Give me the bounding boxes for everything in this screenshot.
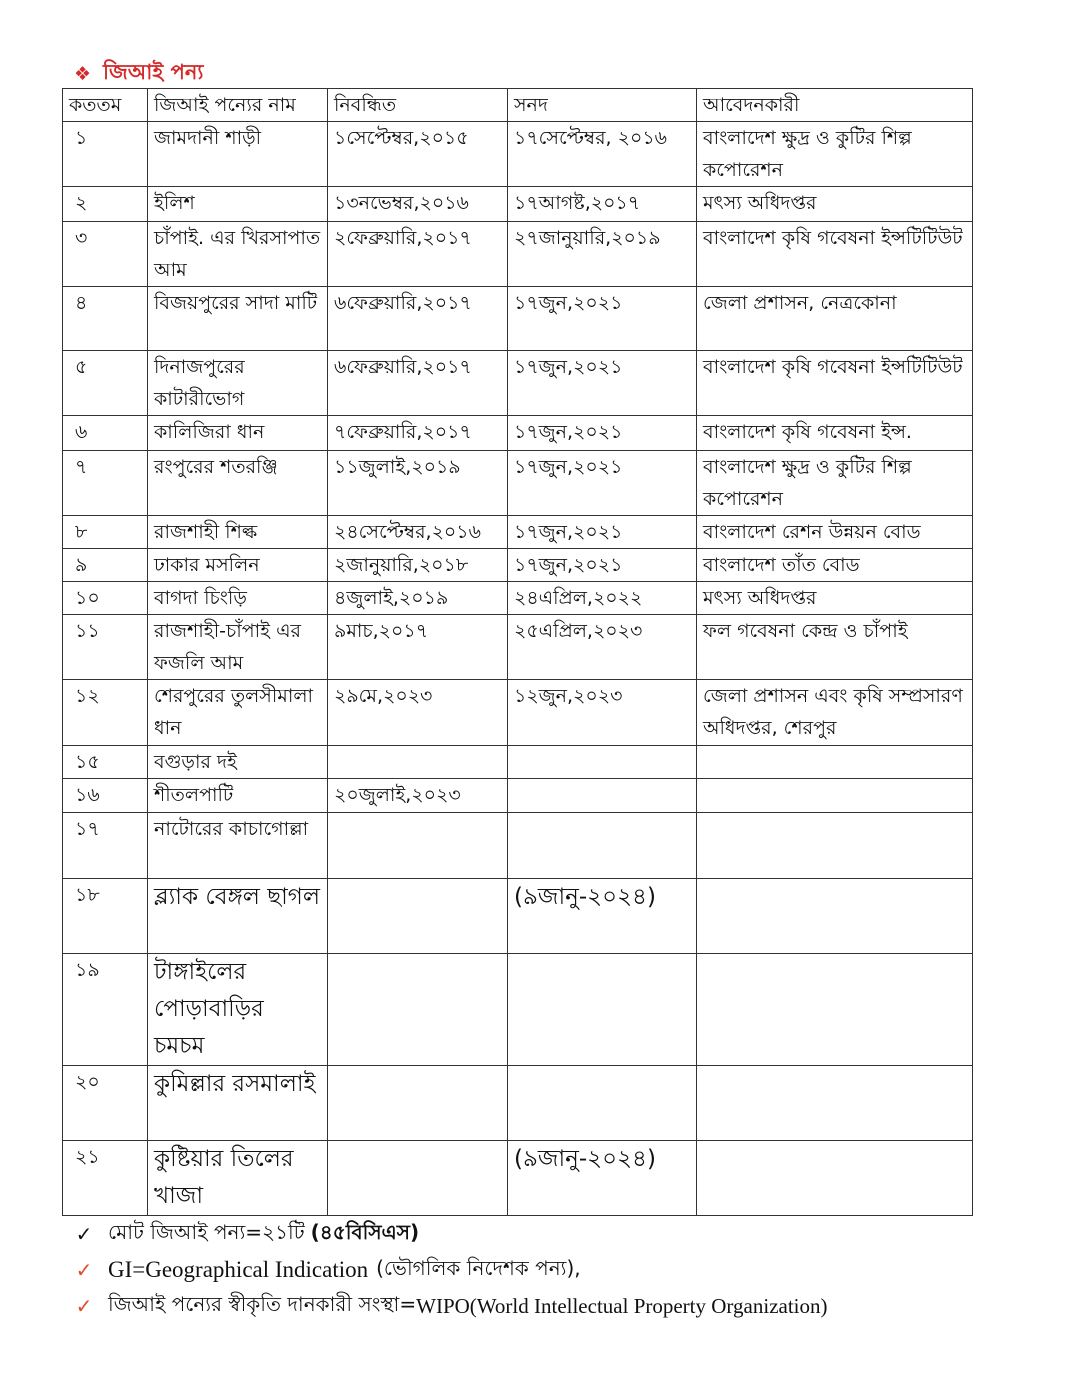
- table-row: [63, 879, 973, 954]
- cell-product: ঢাকার মসলিন: [148, 549, 328, 582]
- cell-certificate: ১৭জুন,২০২১: [508, 451, 697, 516]
- cell-certificate: ২৭জানুয়ারি,২০১৯: [508, 222, 697, 287]
- note-total-bcs: (৪৫বিসিএস): [310, 1219, 420, 1244]
- cell-certificate: ১৭জুন,২০২১: [508, 287, 697, 351]
- cell-applicant: [697, 879, 973, 954]
- cell-product: ব্ল্যাক বেঙ্গল ছাগল: [148, 879, 328, 954]
- cell-registered: ১সেপ্টেম্বর,২০১৫: [328, 122, 508, 187]
- cell-product: বাগদা চিংড়ি: [148, 582, 328, 615]
- notes-section: [74, 1216, 1034, 1324]
- cell-applicant: জেলা প্রশাসন, নেত্রকোনা: [697, 287, 973, 351]
- cell-applicant: [697, 1066, 973, 1141]
- cell-serial: ২১: [63, 1141, 148, 1216]
- diamond-bullet-icon: ❖: [74, 62, 92, 85]
- cell-registered: [328, 1066, 508, 1141]
- cell-registered: ১৩নভেম্বর,২০১৬: [328, 187, 508, 222]
- note-wipo-bangla: জিআই পন্যের স্বীকৃতি দানকারী সংস্থা=: [108, 1291, 417, 1316]
- note-total: [74, 1216, 1034, 1252]
- cell-applicant: বাংলাদেশ রেশন উন্নয়ন বোড: [697, 516, 973, 549]
- cell-serial: ৬: [63, 416, 148, 451]
- cell-certificate: [508, 1066, 697, 1141]
- table-row: [63, 954, 973, 1066]
- cell-applicant: [697, 779, 973, 813]
- cell-applicant: বাংলাদেশ তাঁত বোড: [697, 549, 973, 582]
- table-row: [63, 187, 973, 222]
- cell-registered: ৭ফেব্রুয়ারি,২০১৭: [328, 416, 508, 451]
- cell-registered: [328, 746, 508, 779]
- cell-registered: [328, 1141, 508, 1216]
- cell-registered: ২৪সেপ্টেম্বর,২০১৬: [328, 516, 508, 549]
- cell-serial: ১০: [63, 582, 148, 615]
- cell-applicant: [697, 746, 973, 779]
- table-row: [63, 451, 973, 516]
- cell-certificate: (৯জানু-২০২৪): [508, 1141, 697, 1216]
- cell-registered: ৬ফেব্রুয়ারি,২০১৭: [328, 287, 508, 351]
- cell-applicant: ফল গবেষনা কেন্দ্র ও চাঁপাই: [697, 615, 973, 680]
- checkmark-icon: ✓: [75, 1294, 93, 1318]
- cell-applicant: জেলা প্রশাসন এবং কৃষি সম্প্রসারণ অধিদপ্তর, শেরপুর: [697, 680, 973, 746]
- cell-product: শেরপুরের তুলসীমালা ধান: [148, 680, 328, 746]
- cell-certificate: (৯জানু-২০২৪): [508, 879, 697, 954]
- cell-product: ইলিশ: [148, 187, 328, 222]
- table-row: [63, 615, 973, 680]
- table-row: [63, 287, 973, 351]
- cell-certificate: ১৭সেপ্টেম্বর, ২০১৬: [508, 122, 697, 187]
- cell-applicant: মৎস্য অধিদপ্তর: [697, 582, 973, 615]
- table-row: [63, 549, 973, 582]
- table-row: [63, 416, 973, 451]
- cell-product: শীতলপাটি: [148, 779, 328, 813]
- cell-certificate: ১৭জুন,২০২১: [508, 516, 697, 549]
- gi-products-table: [62, 88, 973, 1216]
- cell-product: বগুড়ার দই: [148, 746, 328, 779]
- cell-registered: ১১জুলাই,২০১৯: [328, 451, 508, 516]
- cell-applicant: [697, 1141, 973, 1216]
- cell-applicant: বাংলাদেশ ক্ষুদ্র ও কুটির শিল্প কপোরেশন: [697, 451, 973, 516]
- header-registered: নিবন্ধিত: [328, 89, 508, 122]
- cell-product: দিনাজপুরের কাটারীভোগ: [148, 351, 328, 416]
- cell-certificate: [508, 813, 697, 879]
- cell-applicant: বাংলাদেশ কৃষি গবেষনা ইন্সটিটিউট: [697, 351, 973, 416]
- table-header-row: [63, 89, 973, 122]
- cell-certificate: ২৫এপ্রিল,২০২৩: [508, 615, 697, 680]
- cell-applicant: [697, 813, 973, 879]
- table-row: [63, 779, 973, 813]
- cell-registered: [328, 813, 508, 879]
- cell-applicant: বাংলাদেশ কৃষি গবেষনা ইন্স.: [697, 416, 973, 451]
- cell-product: কুষ্টিয়ার তিলের খাজা: [148, 1141, 328, 1216]
- cell-registered: ২ফেব্রুয়ারি,২০১৭: [328, 222, 508, 287]
- note-total-text: মোট জিআই পন্য=২১টি: [108, 1219, 305, 1244]
- checkmark-icon: ✓: [75, 1222, 93, 1246]
- cell-serial: ২: [63, 187, 148, 222]
- cell-product: রংপুরের শতরঞ্জি: [148, 451, 328, 516]
- cell-serial: ৯: [63, 549, 148, 582]
- cell-applicant: বাংলাদেশ কৃষি গবেষনা ইন্সটিটিউট: [697, 222, 973, 287]
- cell-certificate: ১৭জুন,২০২১: [508, 351, 697, 416]
- cell-registered: ২৯মে,২০২৩: [328, 680, 508, 746]
- table-row: [63, 582, 973, 615]
- cell-product: বিজয়পুরের সাদা মাটি: [148, 287, 328, 351]
- table-row: [63, 746, 973, 779]
- cell-serial: ২০: [63, 1066, 148, 1141]
- cell-product: কুমিল্লার রসমালাই: [148, 1066, 328, 1141]
- cell-product: রাজশাহী-চাঁপাই এর ফজলি আম: [148, 615, 328, 680]
- cell-product: টাঙ্গাইলের পোড়াবাড়ির চমচম: [148, 954, 328, 1066]
- cell-certificate: ২৪এপ্রিল,২০২২: [508, 582, 697, 615]
- table-row: [63, 516, 973, 549]
- cell-registered: ২০জুলাই,২০২৩: [328, 779, 508, 813]
- cell-applicant: [697, 954, 973, 1066]
- cell-serial: ১৯: [63, 954, 148, 1066]
- cell-serial: ১: [63, 122, 148, 187]
- heading-title: জিআই পন্য: [103, 60, 204, 84]
- cell-serial: ১৭: [63, 813, 148, 879]
- cell-serial: ৮: [63, 516, 148, 549]
- cell-certificate: ১২জুন,২০২৩: [508, 680, 697, 746]
- cell-registered: ৬ফেব্রুয়ারি,২০১৭: [328, 351, 508, 416]
- section-heading: [74, 56, 203, 91]
- table-row: [63, 1066, 973, 1141]
- note-gi-latin: GI=Geographical Indication: [108, 1257, 369, 1282]
- table-row: [63, 122, 973, 187]
- cell-certificate: ১৭জুন,২০২১: [508, 416, 697, 451]
- cell-registered: ২জানুয়ারি,২০১৮: [328, 549, 508, 582]
- cell-certificate: [508, 746, 697, 779]
- table-row: [63, 1141, 973, 1216]
- cell-product: চাঁপাই. এর খিরসাপাত আম: [148, 222, 328, 287]
- cell-serial: ১৮: [63, 879, 148, 954]
- table-row: [63, 680, 973, 746]
- table-row: [63, 813, 973, 879]
- cell-certificate: ১৭জুন,২০২১: [508, 549, 697, 582]
- note-wipo-latin: WIPO(World Intellectual Property Organization): [416, 1293, 828, 1318]
- cell-registered: [328, 954, 508, 1066]
- table-row: [63, 222, 973, 287]
- cell-serial: ১২: [63, 680, 148, 746]
- cell-serial: ৫: [63, 351, 148, 416]
- note-wipo: [74, 1288, 1034, 1324]
- cell-certificate: [508, 779, 697, 813]
- table-row: [63, 351, 973, 416]
- cell-product: নাটোরের কাচাগোল্লা: [148, 813, 328, 879]
- note-gi-meaning: [74, 1252, 1034, 1288]
- cell-applicant: মৎস্য অধিদপ্তর: [697, 187, 973, 222]
- cell-serial: ১৫: [63, 746, 148, 779]
- cell-applicant: বাংলাদেশ ক্ষুদ্র ও কুটির শিল্প কপোরেশন: [697, 122, 973, 187]
- cell-serial: ১৬: [63, 779, 148, 813]
- cell-registered: ৯মাচ,২০১৭: [328, 615, 508, 680]
- cell-product: জামদানী শাড়ী: [148, 122, 328, 187]
- cell-serial: ১১: [63, 615, 148, 680]
- header-certificate: সনদ: [508, 89, 697, 122]
- cell-registered: ৪জুলাই,২০১৯: [328, 582, 508, 615]
- checkmark-icon: ✓: [75, 1258, 93, 1282]
- header-product-name: জিআই পন্যের নাম: [148, 89, 328, 122]
- cell-serial: ৩: [63, 222, 148, 287]
- header-serial: কততম: [63, 89, 148, 122]
- cell-product: রাজশাহী শিল্ক: [148, 516, 328, 549]
- note-gi-bangla: (ভৌগলিক নিদেশক পন্য),: [376, 1255, 581, 1280]
- cell-product: কালিজিরা ধান: [148, 416, 328, 451]
- cell-serial: ৭: [63, 451, 148, 516]
- cell-certificate: ১৭আগষ্ট,২০১৭: [508, 187, 697, 222]
- cell-certificate: [508, 954, 697, 1066]
- cell-registered: [328, 879, 508, 954]
- header-applicant: আবেদনকারী: [697, 89, 973, 122]
- cell-serial: ৪: [63, 287, 148, 351]
